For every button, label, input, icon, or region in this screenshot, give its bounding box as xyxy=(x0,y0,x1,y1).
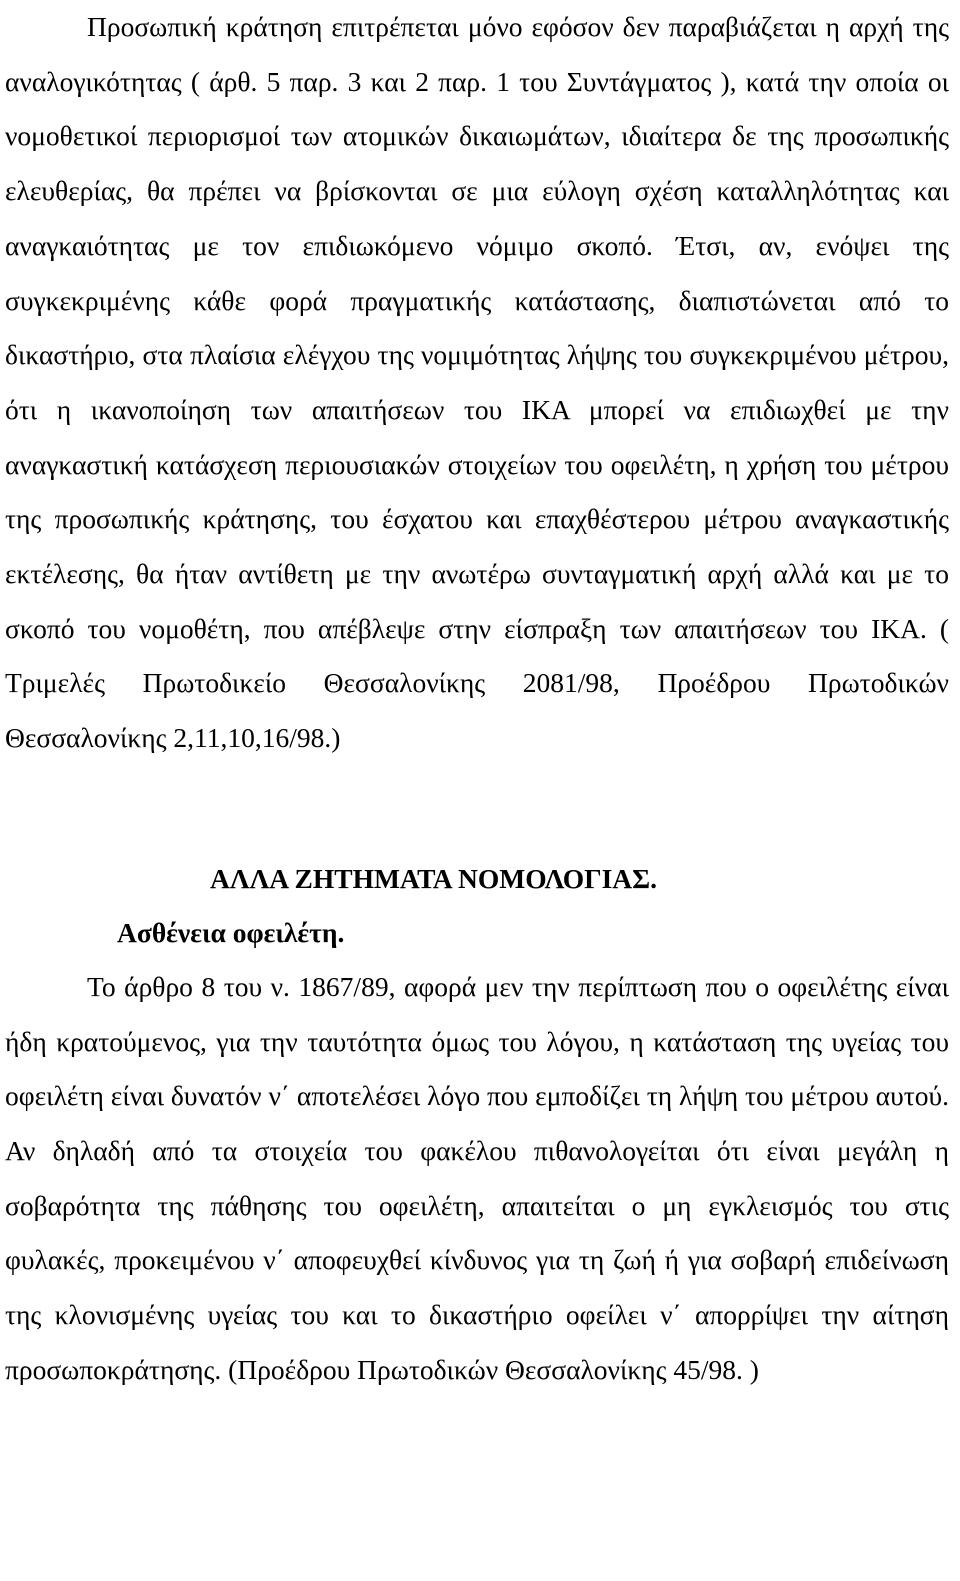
section-heading: ΑΛΛΑ ΖΗΤΗΜΑΤΑ ΝΟΜΟΛΟΓΙΑΣ. xyxy=(210,862,657,894)
paragraph-personal-detention: Προσωπική κράτηση επιτρέπεται μόνο εφόσον δεν παραβιάζεται η αρχή της αναλογικότητας ( άρθ. 5 παρ. 3 και 2 παρ. 1 του Συντάγματος ), κατά την οποία οι νομοθετικοί περιορισμοί των ατομικών δικαιωμάτων, ιδιαίτερα δε της προσωπικής ελευθερίας, θα πρέπει να βρίσκονται σε μια εύλογη σχέση καταλληλότητας και αναγκαιότητας με τον επιδιωκόμενο νόμιμο σκοπό. Έτσι, αν, ενόψει της συγκεκριμένης κάθε φορά πραγματικής κατάστασης, διαπιστώνεται από το δικαστήριο, στα πλαίσια ελέγχου της νομιμότητας λήψης του συγκεκριμένου μέτρου, ότι η ικανοποίηση των απαιτήσεων του ΙΚΑ μπορεί να επιδιωχθεί με την αναγκαστική κατάσχεση περιουσιακών στοιχείων του οφειλέτη, η χρήση του μέτρου της προσωπικής κράτησης, του έσχατου και επαχθέστερου μέτρου αναγκαστικής εκτέλεσης, θα ήταν αντίθετη με την ανωτέρω συνταγματική αρχή αλλά και με το σκοπό του νομοθέτη, που απέβλεψε στην είσπραξη των απαιτήσεων του ΙΚΑ. ( Τριμελές Πρωτοδικείο Θεσσαλονίκης 2081/98, Προέδρου Πρωτοδικών Θεσσαλονίκης 2,11,10,16/98.) xyxy=(5,11,949,754)
document-page xyxy=(5,0,949,1397)
subheading-debtor-illness: Ασθένεια οφειλέτη. xyxy=(117,916,345,948)
paragraph-debtor-illness: Το άρθρο 8 του ν. 1867/89, αφορά μεν την περίπτωση που ο οφειλέτης είναι ήδη κρατούμενος, για την ταυτότητα όμως του λόγου, η κατάσταση της υγείας του οφειλέτη είναι δυνατόν ν΄ αποτελέσει λόγο που εμποδίζει τη λήψη του μέτρου αυτού. Αν δηλαδή από τα στοιχεία του φακέλου πιθανολογείται ότι είναι μεγάλη η σοβαρότητα της πάθησης του οφειλέτη, απαιτείται ο μη εγκλεισμός του στις φυλακές, προκειμένου ν΄ αποφευχθεί κίνδυνος για τη ζωή ή για σοβαρή επιδείνωση της κλονισμένης υγείας του και το δικαστήριο οφείλει ν΄ απορρίψει την αίτηση προσωποκράτησης. (Προέδρου Πρωτοδικών Θεσσαλονίκης 45/98. ) xyxy=(5,970,949,1385)
paragraph-gap xyxy=(5,766,949,852)
